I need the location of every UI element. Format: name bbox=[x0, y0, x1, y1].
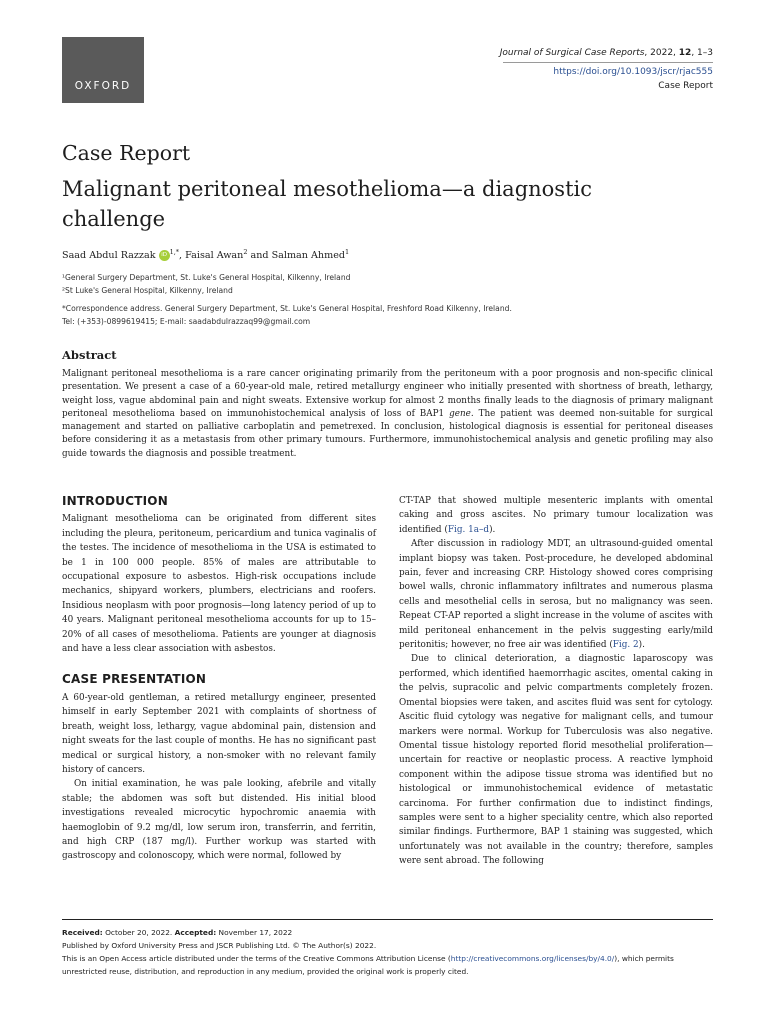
abstract-part-2: . The patient was deemed non-suitable for surgical management and started on palliative carboplatin and pemetrexed. In conclusion, histological diagnosis is essential for peritoneal diseases before considering it as a metastasis from other primary tumours. Furthermore, immunohistochemical analysis and genetic profiling may also guide towards the diagnosis and possible treatment. bbox=[62, 408, 713, 459]
received-date: October 20, 2022. bbox=[102, 928, 175, 937]
license-link[interactable]: http://creativecommons.org/licenses/by/4.0/ bbox=[450, 954, 615, 963]
case-paragraph-1: A 60-year-old gentleman, a retired metallurgy engineer, presented himself in early September 2021 with complaints of shortness of breath, weight loss, lethargy, vague abdominal pain, distension and night sweats for the last couple of months. He has no significant past medical or surgical history, a non-smoker with no relevant family history of cancers. bbox=[62, 692, 376, 775]
introduction-heading: INTRODUCTION bbox=[62, 494, 168, 508]
license-text: This is an Open Access article distributed under the terms of the Creative Commons Attribution License ( bbox=[62, 954, 451, 963]
author-2: , Faisal Awan bbox=[179, 250, 244, 262]
doi-link[interactable]: https://doi.org/10.1093/jscr/rjac555 bbox=[553, 67, 713, 77]
orcid-icon[interactable]: iD bbox=[159, 250, 170, 261]
received-label: Received: bbox=[62, 928, 103, 937]
figure-2-link[interactable]: Fig. 2 bbox=[612, 640, 639, 651]
author-2-affil: 2 bbox=[243, 248, 248, 256]
case-paragraph-2: On initial examination, he was pale looking, afebrile and vitally stable; the abdomen was soft but distended. His initial blood investigations revealed microcytic hypochromic anaemia with haemoglobin of 9.2 mg/dl, low serum iron, transferrin, and ferritin, and high CRP (187 mg/l). Further workup was started with gastroscopy and colonoscopy, which were normal, followed by bbox=[62, 779, 376, 862]
accepted-label: Accepted: bbox=[174, 928, 217, 937]
accepted-date: November 17, 2022 bbox=[216, 928, 293, 937]
header-article-type: Case Report bbox=[658, 81, 713, 91]
license-note bbox=[62, 952, 713, 978]
license-text-end: ), which permits unrestricted reuse, distribution, and reproduction in any medium, provided the original work is properly cited. bbox=[62, 954, 674, 976]
journal-year: , 2022, bbox=[644, 48, 679, 58]
abstract-heading: Abstract bbox=[62, 348, 117, 362]
right-p2-end: ). bbox=[638, 640, 645, 651]
article-title: Malignant peritoneal mesothelioma—a diagnostic challenge bbox=[62, 177, 592, 231]
journal-pages: , 1–3 bbox=[691, 48, 713, 58]
left-column bbox=[62, 494, 376, 864]
publisher-logo: OXFORD bbox=[62, 37, 144, 103]
affiliation-1: ¹General Surgery Department, St. Luke's General Hospital, Kilkenny, Ireland bbox=[62, 273, 351, 282]
footer bbox=[62, 926, 713, 978]
header-rule bbox=[503, 62, 713, 63]
journal-name: Journal of Surgical Case Reports bbox=[499, 48, 645, 58]
correspondence-contact: Tel: (+353)-0899619415; E-mail: saadabdulrazzaq99@gmail.com bbox=[62, 316, 311, 326]
right-column bbox=[399, 494, 713, 869]
abstract-gene: gene bbox=[449, 408, 471, 419]
abstract-text bbox=[62, 368, 713, 461]
figure-1-link[interactable]: Fig. 1a–d bbox=[447, 524, 490, 535]
right-paragraph-2 bbox=[399, 537, 713, 652]
right-p1-text: CT-TAP that showed multiple mesenteric implants with omental caking and gross ascites. No primary tumour localization was identified ( bbox=[399, 496, 713, 535]
journal-citation bbox=[500, 46, 713, 60]
affiliations bbox=[62, 272, 512, 328]
article-type-heading: Case Report bbox=[62, 141, 191, 165]
publisher-note: Published by Oxford University Press and JSCR Publishing Ltd. © The Author(s) 2022. bbox=[62, 941, 377, 950]
author-3: and Salman Ahmed bbox=[247, 250, 346, 262]
right-p2-text: After discussion in radiology MDT, an ultrasound-guided omental implant biopsy was taken. Post-procedure, he developed abdominal pain, fever and increasing CRP. Histology showed cores comprising bowel walls, chronic inflammatory infiltrates and numerous plasma cells and mesothelial cells in serosa, but no malignancy was seen. Repeat CT-AP reported a slight increase in the volume of ascites with mild peritoneal enhancement in the pelvis suggesting early/mild peritonitis; however, no free air was identified ( bbox=[399, 539, 713, 651]
abstract-part-1: Malignant peritoneal mesothelioma is a rare cancer originating primarily from the peritoneum with a poor prognosis and non-specific clinical presentation. We present a case of a 60-year-old male, retired metallurgy engineer who initially presented with shortness of breath, lethargy, weight loss, vague abdominal pain and night sweats. Extensive workup for almost 2 months finally leads to the diagnosis of primary malignant peritoneal mesothelioma based on immunohistochemical analysis of loss of BAP1 bbox=[62, 369, 713, 419]
case-presentation-heading: CASE PRESENTATION bbox=[62, 672, 207, 687]
received-accepted bbox=[62, 926, 713, 939]
author-3-affil: 1 bbox=[345, 248, 350, 256]
right-paragraph-1 bbox=[399, 494, 713, 537]
journal-info bbox=[500, 46, 713, 93]
right-paragraph-3: Due to clinical deterioration, a diagnostic laparoscopy was performed, which identified haemorrhagic ascites, omental caking in the pelvis, supracolic and pelvic compartments completely frozen. Omental biopsies were taken, and ascites fluid was sent for cytology. Ascitic fluid cytology was negative for malignant cells, and tumour markers were normal. Workup for Tuberculosis was also negative. Omental tissue histology reported florid mesothelial proliferation—uncertain for reactive or neoplastic process. A reactive lymphoid component within the adipose tissue stroma was identified but no histological or immunohistochemical evidence of metastatic carcinoma. For further confirmation due to indistinct findings, samples were sent to a higher speciality centre, which also reported similar findings. Furthermore, BAP 1 staining was suggested, which unfortunately was not available in the country; therefore, samples were sent abroad. The following bbox=[399, 654, 713, 867]
journal-volume: 12 bbox=[678, 48, 692, 58]
correspondence-address: *Correspondence address. General Surgery Department, St. Luke's General Hospital, Freshford Road Kilkenny, Ireland. bbox=[62, 304, 512, 313]
author-list bbox=[62, 248, 349, 261]
footer-rule bbox=[62, 919, 713, 920]
introduction-paragraph: Malignant mesothelioma can be originated from different sites including the pleura, peritoneum, pericardium and tunica vaginalis of the testes. The incidence of mesothelioma in the USA is estimated to be 1 in 100 000 people. 85% of males are attributable to occupational exposure to asbestos. High-risk occupations include mechanics, shipyard workers, plumbers, electricians and roofers. Insidious neoplasm with poor prognosis—long latency period of up to 40 years. Malignant peritoneal mesothelioma accounts for up to 15–20% of all cases of mesothelioma. Patients are younger at diagnosis and have a less clear association with asbestos. bbox=[62, 514, 376, 655]
right-p1-end: ). bbox=[489, 524, 496, 535]
author-1-affil: 1,* bbox=[169, 248, 180, 256]
author-1: Saad Abdul Razzak bbox=[62, 250, 156, 262]
affiliation-2: ²St Luke's General Hospital, Kilkenny, Ireland bbox=[62, 285, 233, 295]
